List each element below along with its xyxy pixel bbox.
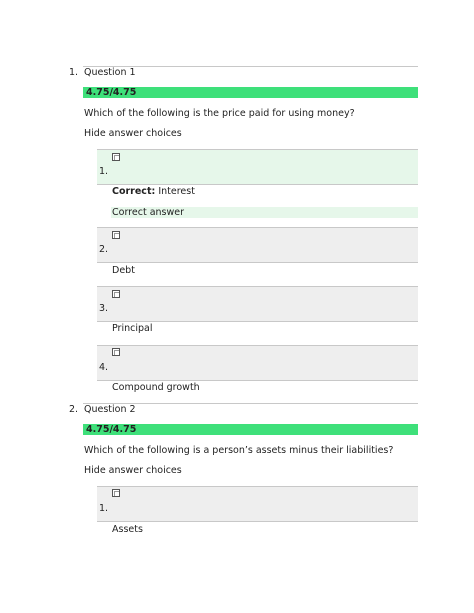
choice-text: Assets: [112, 524, 143, 535]
hide-answer-choices-link[interactable]: Hide answer choices: [84, 128, 182, 139]
choice-text: Debt: [112, 265, 135, 276]
choice-number: 1.: [99, 166, 109, 177]
question-title: Question 2: [84, 404, 136, 415]
hide-answer-choices-link[interactable]: Hide answer choices: [84, 465, 182, 476]
choice-text: Principal: [112, 323, 153, 334]
answer-choice-3[interactable]: [97, 286, 418, 322]
checkbox-icon[interactable]: [112, 153, 120, 161]
choice-text: Compound growth: [112, 382, 200, 393]
answer-choice-2[interactable]: [97, 227, 418, 263]
choice-number: 3.: [99, 303, 109, 314]
answer-choice-1[interactable]: [97, 486, 418, 522]
question-number: 2.: [69, 404, 79, 415]
correct-answer-label: Correct answer: [112, 207, 185, 218]
answer-choice-4[interactable]: [97, 345, 418, 381]
correct-prefix: Correct:: [112, 186, 156, 197]
checkbox-icon[interactable]: [112, 489, 120, 497]
correct-value: Interest: [158, 186, 195, 197]
checkbox-icon[interactable]: [112, 290, 120, 298]
choice-number: 1.: [99, 503, 109, 514]
checkbox-icon[interactable]: [112, 348, 120, 356]
correct-answer-text: [112, 186, 195, 197]
answer-choice-1[interactable]: [97, 149, 418, 185]
choice-number: 4.: [99, 362, 109, 373]
score-badge: 4.75/4.75: [83, 424, 418, 435]
checkbox-icon[interactable]: [112, 231, 120, 239]
score-badge: 4.75/4.75: [83, 87, 418, 98]
question-title: Question 1: [84, 67, 136, 78]
choice-number: 2.: [99, 244, 109, 255]
question-prompt: Which of the following is a person’s assets minus their liabilities?: [84, 445, 394, 456]
question-number: 1.: [69, 67, 79, 78]
question-prompt: Which of the following is the price paid for using money?: [84, 108, 355, 119]
